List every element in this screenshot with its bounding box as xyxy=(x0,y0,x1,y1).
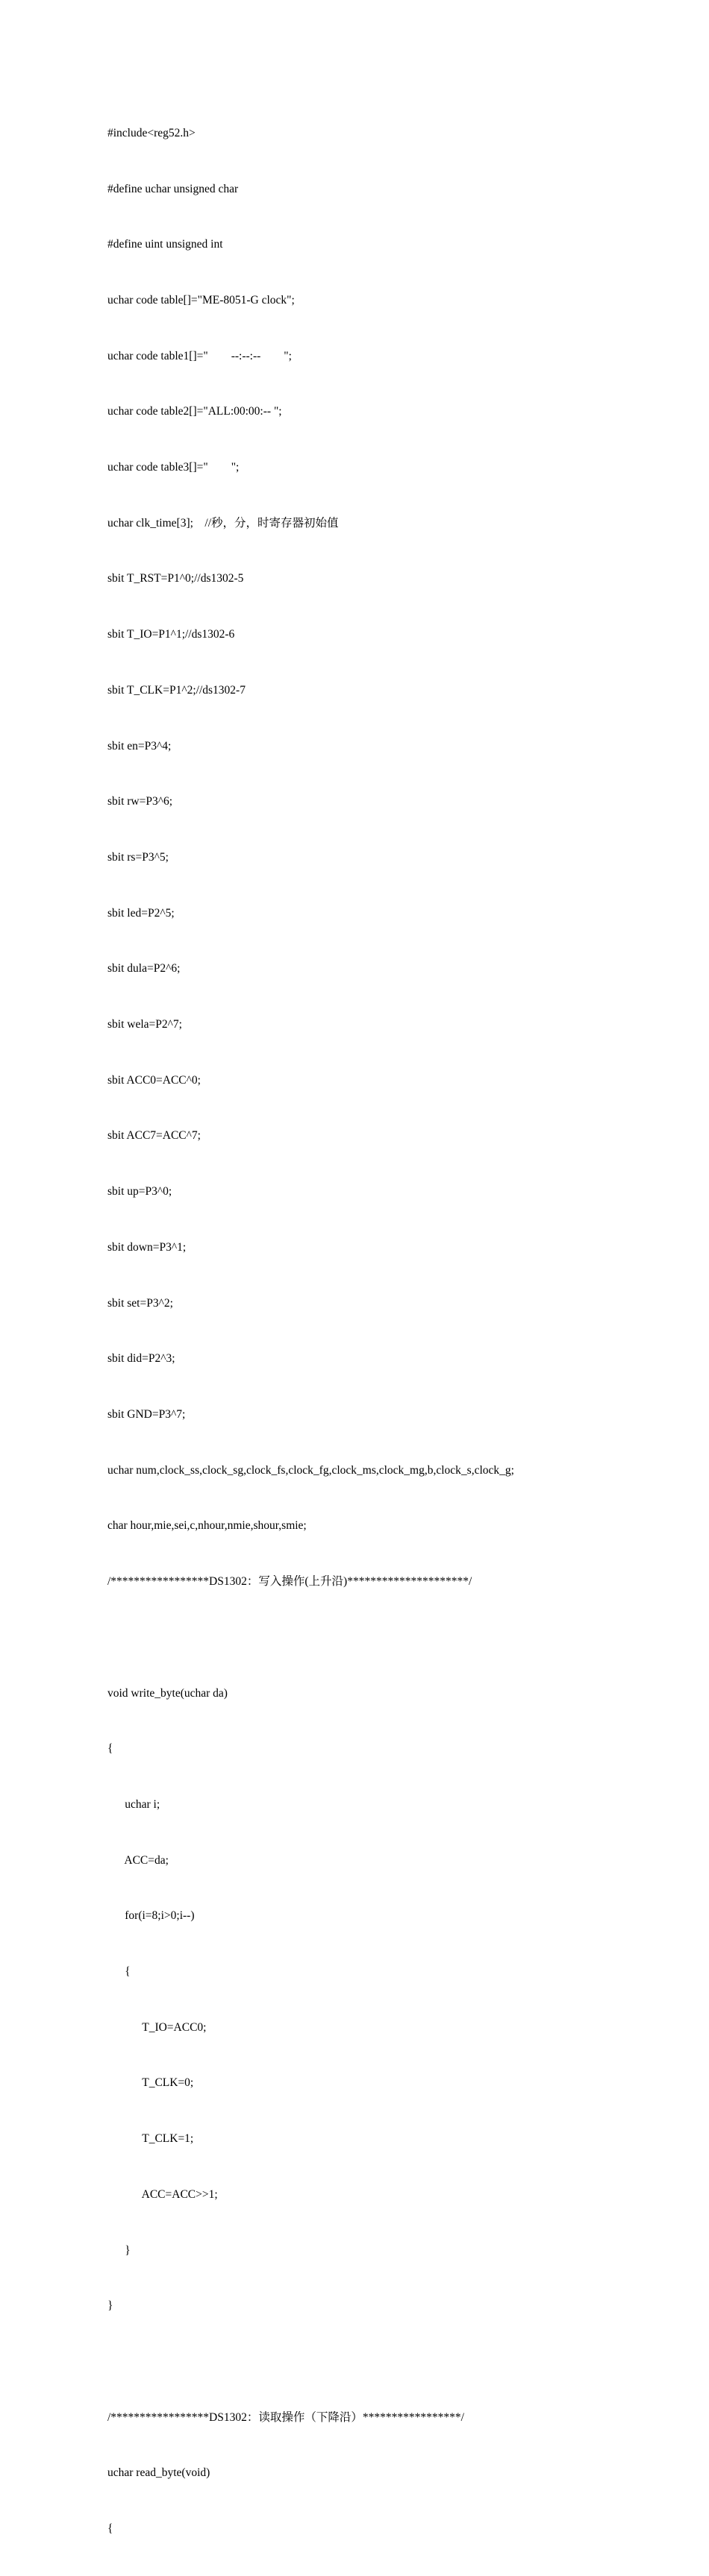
code-line: { xyxy=(107,1965,131,1979)
code-line: for(i=8;i>0;i--) xyxy=(107,1909,195,1923)
code-comment-banner: /*****************DS1302：写入操作(上升沿)*********************/ xyxy=(107,1575,472,1589)
code-line: ACC=da; xyxy=(107,1853,169,1867)
code-line: #include<reg52.h> xyxy=(107,126,196,139)
code-line: sbit down=P3^1; xyxy=(107,1240,187,1254)
code-line: sbit ACC7=ACC^7; xyxy=(107,1129,201,1143)
code-line: sbit rw=P3^6; xyxy=(107,795,173,808)
code-line: sbit up=P3^0; xyxy=(107,1185,172,1199)
code-line: sbit ACC0=ACC^0; xyxy=(107,1073,201,1087)
code-line: sbit T_RST=P1^0;//ds1302-5 xyxy=(107,572,244,585)
code-line: ACC=ACC>>1; xyxy=(107,2187,218,2201)
code-line: sbit GND=P3^7; xyxy=(107,1407,186,1421)
code-line: sbit T_IO=P1^1;//ds1302-6 xyxy=(107,628,235,641)
code-line: sbit set=P3^2; xyxy=(107,1296,173,1310)
code-line: uchar code table[]="ME-8051-G clock"; xyxy=(107,293,295,307)
code-line: T_IO=ACC0; xyxy=(107,2020,207,2034)
code-line: char hour,mie,sei,c,nhour,nmie,shour,smie; xyxy=(107,1519,307,1533)
code-line: uchar i; xyxy=(107,1797,160,1811)
code-line: { xyxy=(107,1742,113,1756)
code-line: T_CLK=0; xyxy=(107,2076,194,2090)
blank-line xyxy=(107,2353,690,2372)
code-line: sbit led=P2^5; xyxy=(107,906,175,920)
function-signature: void write_byte(uchar da) xyxy=(107,1686,228,1700)
code-line: uchar code table2[]="ALL:00:00:-- "; xyxy=(107,405,282,418)
code-line: sbit en=P3^4; xyxy=(107,739,172,753)
code-comment-banner: /*****************DS1302：读取操作（下降沿）*****************/ xyxy=(107,2410,464,2424)
code-line: uchar code table1[]=" --:--:-- "; xyxy=(107,349,292,362)
code-line: sbit rs=P3^5; xyxy=(107,850,169,864)
code-line: uchar num,clock_ss,clock_sg,clock_fs,clock_fg,clock_ms,clock_mg,b,clock_s,clock_g; xyxy=(107,1463,514,1477)
code-line: uchar clk_time[3]; //秒，分，时寄存器初始值 xyxy=(107,516,339,530)
code-line: sbit dula=P2^6; xyxy=(107,962,181,976)
code-line: sbit T_CLK=P1^2;//ds1302-7 xyxy=(107,683,246,697)
code-listing xyxy=(107,87,690,2576)
blank-line xyxy=(107,1629,690,1647)
code-line: sbit wela=P2^7; xyxy=(107,1018,182,1031)
code-line: #define uchar unsigned char xyxy=(107,182,239,195)
code-line: sbit did=P2^3; xyxy=(107,1352,175,1366)
function-signature: uchar read_byte(void) xyxy=(107,2466,210,2480)
code-line: T_CLK=1; xyxy=(107,2132,194,2146)
code-line: #define uint unsigned int xyxy=(107,238,223,251)
code-line: } xyxy=(107,2243,131,2257)
code-line: uchar code table3[]=" "; xyxy=(107,461,240,474)
code-line: { xyxy=(107,2522,113,2536)
code-line: } xyxy=(107,2299,113,2313)
